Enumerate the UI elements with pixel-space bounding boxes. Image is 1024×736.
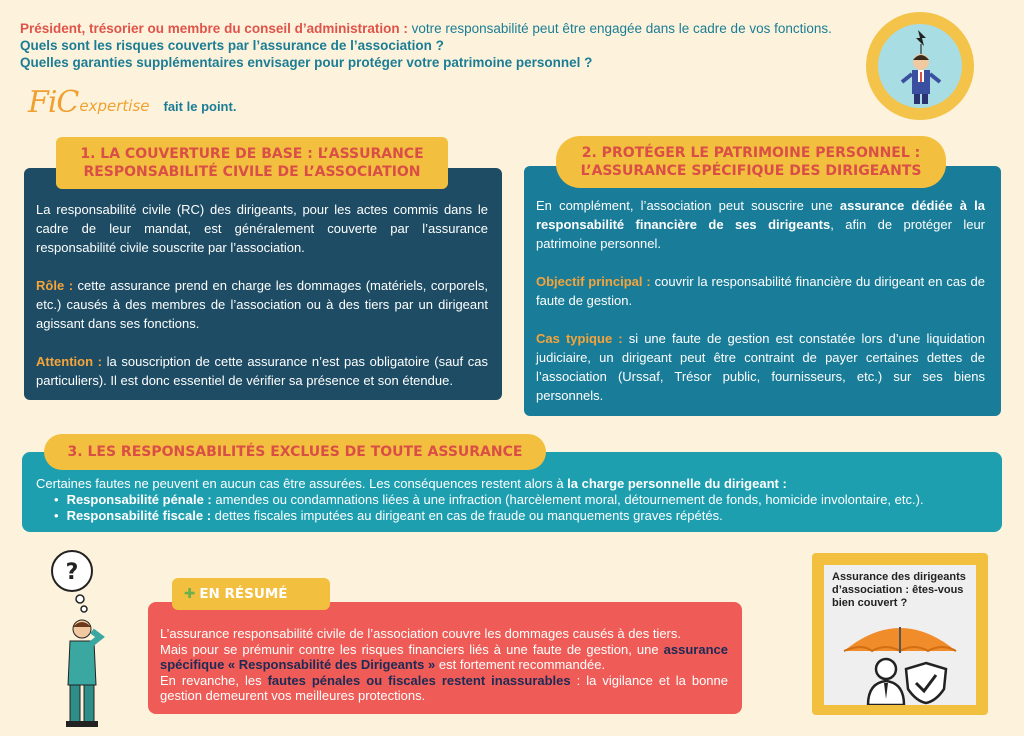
section2-case-label: Cas typique : [536,331,623,346]
summary-title [172,578,330,610]
section2-objective [536,272,985,310]
section1-title-line1: 1. LA COUVERTURE DE BASE : L’ASSURANCE [80,146,424,162]
section1-attention [36,352,488,390]
summary-s3-post: : la vigilance et la bonne gestion demeurent vos meilleures protections. [160,672,728,703]
section2-p1-bold: assurance dédiée à la responsabilité financière de ses dirigeants [536,198,985,232]
section2-case [536,329,985,405]
summary-band [148,602,742,714]
section2-objective-text: couvrir la responsabilité financière du dirigeant en cas de faute de gestion. [536,274,985,308]
svg-text:?: ? [65,560,79,585]
section1-attention-text: la souscription de cette assurance n’est pas obligatoire (sauf cas particuliers). Il est donc essentiel de vérifier sa présence et son étendue. [36,354,489,388]
section1-role-text: cette assurance prend en charge les dommages (matériels, corporels, etc.) causés à des membres de l’association ou à des tiers par un dirigeant agissant dans ses fonctions. [36,278,488,331]
puzzle-piece-icon: ✚ [184,586,196,602]
summary-s1: L’assurance responsabilité civile de l’association couvre les dommages causés à des tiers. [160,626,681,641]
list-item [54,492,990,508]
summary-s3-bold: fautes pénales ou fiscales restent inassurables [267,672,571,688]
section1-role-label: Rôle : [36,278,74,293]
section2-p1-pre: En complément, l’association peut souscrire une [536,198,840,213]
brand-fic: FiC [28,85,79,120]
brand-logo [28,86,236,118]
intro-question-2: Quelles garanties supplémentaires envisager pour protéger votre patrimoine personnel ? [20,55,593,70]
summary-title-text: EN RÉSUMÉ [199,586,288,602]
businessman-crane-icon [878,24,962,108]
section1-role [36,276,488,333]
section1-card [24,168,502,400]
section3-list [54,492,990,524]
section3-item2-text: dettes fiscales imputées au dirigeant en cas de fraude ou manquements graves répétés. [211,508,723,523]
callout-card [812,553,988,715]
section3-intro-bold: la charge personnelle du dirigeant : [567,476,787,491]
section3-intro [36,476,990,492]
intro-line-1 [20,20,850,37]
section1-title [56,137,448,189]
section2-p1 [536,196,985,253]
section1-attention-label: Attention : [36,354,103,369]
section2-title [556,136,946,188]
summary-s2-pre: Mais pour se prémunir contre les risques financiers liés à une faute de gestion, une [160,641,664,657]
section2-title-line1: 2. PROTÉGER LE PATRIMOINE PERSONNEL : [581,145,921,161]
section2-objective-label: Objectif principal : [536,274,651,289]
intro-question-1: Quels sont les risques couverts par l’assurance de l’association ? [20,38,444,53]
intro-roles: Président, trésorier ou membre du conseil d’administration : [20,21,408,36]
summary-s3-pre: En revanche, les [160,672,268,688]
section3-intro-pre: Certaines fautes ne peuvent en aucun cas être assurées. Les conséquences restent alors à [36,476,568,491]
section2-card [524,166,1001,416]
section2-p1-post: , afin de protéger leur patrimoine personnel. [536,217,985,251]
section2-title-line2: L’ASSURANCE SPÉCIFIQUE DES DIRIGEANTS [580,163,922,179]
businessman-medal [866,12,974,120]
section3-title: 3. LES RESPONSABILITÉS EXCLUES DE TOUTE ASSURANCE [44,434,546,470]
summary-s3 [160,673,728,704]
section2-case-text: si une faute de gestion est constatée lors d’une liquidation judiciaire, un dirigeant peut être contraint de payer certaines dettes de l’association (Urssaf, Trésor public, fournisseurs, etc.) sur ses biens personnels. [536,331,985,403]
callout-text: Assurance des dirigeants d’association : êtes-vous bien couvert ? [832,571,966,609]
umbrella-shield-icon [830,613,970,705]
section1-title-line2: RESPONSABILITÉ CIVILE DE L’ASSOCIATION [83,164,421,180]
section1-p1: La responsabilité civile (RC) des dirigeants, pour les actes commis dans le cadre de leur mandat, est généralement couverte par l’assurance responsabilité civile souscrite par l’association. [36,202,488,255]
thinking-man-icon [40,545,130,730]
list-item [54,508,990,524]
brand-expertise: expertise [79,97,150,115]
brand-tagline: fait le point. [163,99,237,114]
summary-s2 [160,642,728,673]
summary-s2-bold: assurance spécifique « Responsabilité des Dirigeants » [160,641,728,672]
summary-s2-post: est fortement recommandée. [435,657,606,672]
callout-inner [824,565,976,705]
section3-item2-label: Responsabilité fiscale : [66,508,212,523]
section3-item1-text: amendes ou condamnations liées à une infraction (harcèlement moral, détournement de fonds, homicide involontaire, etc.). [211,492,924,507]
intro [20,20,850,71]
section3-item1-label: Responsabilité pénale : [66,492,212,507]
intro-responsibility: votre responsabilité peut être engagée dans le cadre de vos fonctions. [407,21,832,36]
